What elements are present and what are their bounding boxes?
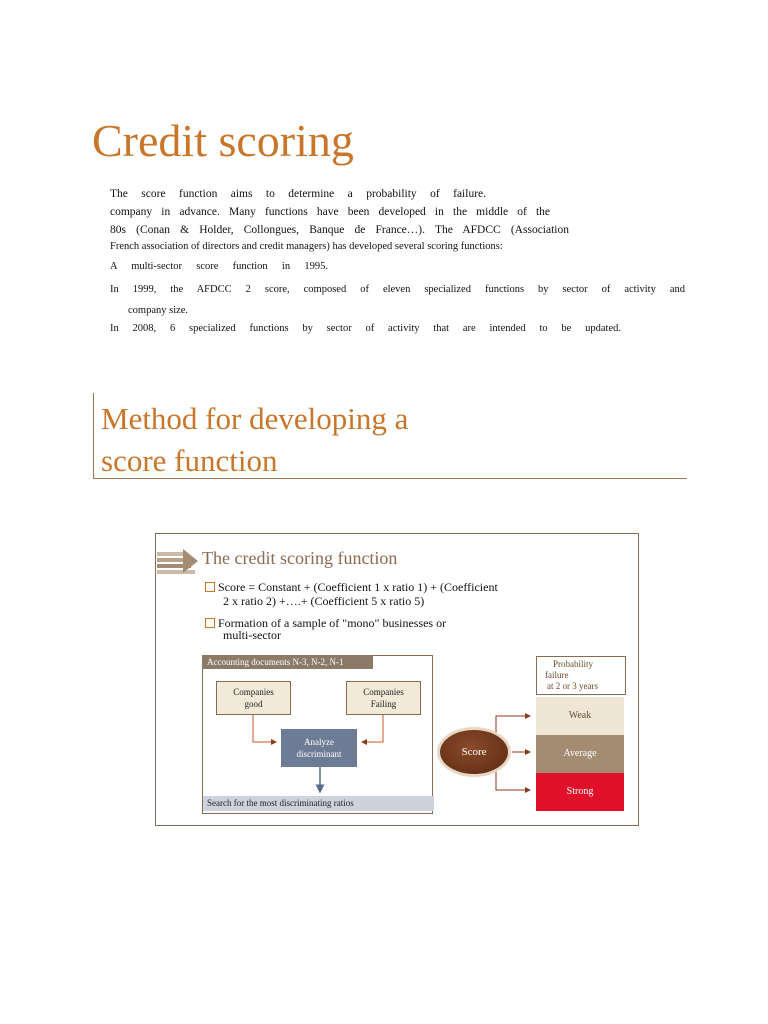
title-arrow-icon xyxy=(157,549,198,574)
box-label: discriminant xyxy=(296,749,342,759)
paragraph-line: In 2008, 6 specialized functions by sector of activity that are intended to be updated. xyxy=(110,323,621,334)
box-label: Analyze xyxy=(304,737,334,747)
bullet-text: Formation of a sample of "mono" businesses or xyxy=(218,616,447,630)
prob-label: Probability xyxy=(553,659,593,669)
companies-good-box xyxy=(216,681,291,715)
prob-label: failure xyxy=(545,670,569,680)
section-heading-line: score function xyxy=(101,443,278,478)
paragraph-line: company in advance. Many functions have been developed in the middle of the xyxy=(110,206,550,218)
bullet-icon xyxy=(205,582,215,592)
analyze-discriminant-box xyxy=(281,729,357,767)
box-label: Companies xyxy=(363,687,404,697)
bullet-icon xyxy=(205,618,215,628)
probability-box xyxy=(536,656,626,695)
paragraph-line: 80s (Conan & Holder, Collongues, Banque de France…). The AFDCC (Association xyxy=(110,224,569,236)
bullet-text: multi-sector xyxy=(223,628,281,642)
category-weak: Weak xyxy=(536,697,624,735)
score-oval: Score xyxy=(440,730,508,774)
prob-label: at 2 or 3 years xyxy=(547,681,598,691)
accounting-header: Accounting documents N-3, N-2, N-1 xyxy=(202,655,373,669)
section-heading-line: Method for developing a xyxy=(101,401,409,436)
box-label: good xyxy=(244,699,263,709)
paragraph-line: company size. xyxy=(128,305,189,316)
box-label: Failing xyxy=(370,699,397,709)
bullet-text: Score = Constant + (Coefficient 1 x ratio 1) + (Coefficient xyxy=(218,580,498,594)
companies-failing-box xyxy=(346,681,421,715)
bullet-text: 2 x ratio 2) +….+ (Coefficient 5 x ratio 5) xyxy=(223,594,425,608)
search-ratios-bar: Search for the most discriminating ratios xyxy=(203,796,434,811)
category-average: Average xyxy=(536,735,624,773)
page-title: Credit scoring xyxy=(92,115,354,166)
paragraph-line: French association of directors and credit managers) has developed several scoring functions: xyxy=(110,241,503,252)
slide-title: The credit scoring function xyxy=(202,548,398,568)
category-strong: Strong xyxy=(536,773,624,811)
box-label: Companies xyxy=(233,687,274,697)
paragraph-line: A multi-sector score function in 1995. xyxy=(110,261,328,272)
paragraph-line: The score function aims to determine a probability of failure. xyxy=(110,188,486,200)
paragraph-line: In 1999, the AFDCC 2 score, composed of eleven specialized functions by sector of activity and xyxy=(110,284,685,295)
